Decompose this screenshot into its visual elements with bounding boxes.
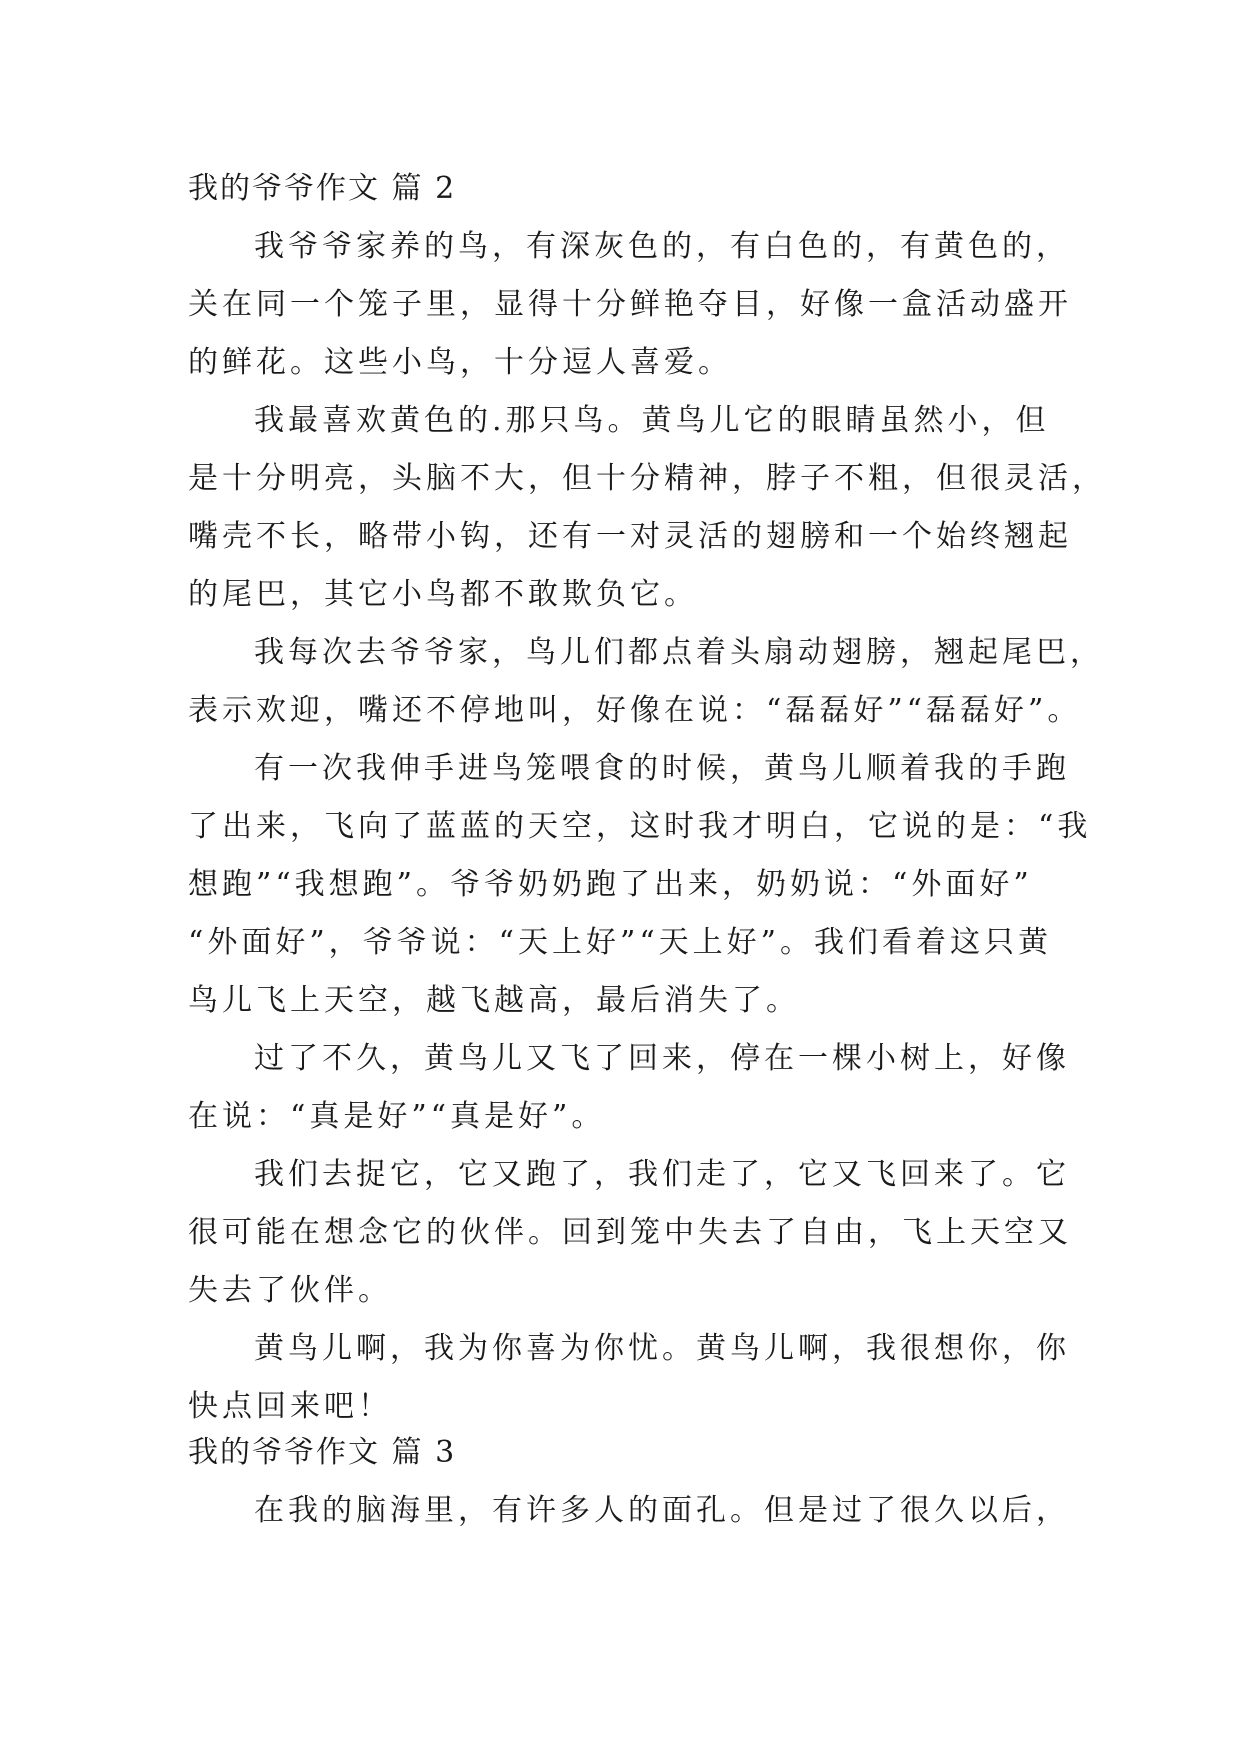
paragraph-line: 鸟儿飞上天空，越飞越高，最后消失了。 (188, 983, 800, 1018)
paragraph-line: 关在同一个笼子里，显得十分鲜艳夺目，好像一盒活动盛开 (188, 287, 1072, 322)
paragraph-line: 有一次我伸手进鸟笼喂食的时候，黄鸟儿顺着我的手跑 (254, 751, 1070, 786)
paragraph-line: 的鲜花。这些小鸟，十分逗人喜爱。 (188, 345, 732, 380)
paragraph-line: 我最喜欢黄色的.那只鸟。黄鸟儿它的眼睛虽然小，但 (254, 403, 1050, 438)
paragraph-line: 表示欢迎，嘴还不停地叫，好像在说：“磊磊好”“磊磊好”。 (188, 693, 1082, 728)
paragraph-line: 了出来，飞向了蓝蓝的天空，这时我才明白，它说的是：“我 (188, 809, 1092, 844)
paragraph-line: 嘴壳不长，略带小钩，还有一对灵活的翅膀和一个始终翘起 (188, 519, 1072, 554)
section-heading: 我的爷爷作文 篇 3 (188, 1435, 457, 1470)
paragraph-line: 很可能在想念它的伙伴。回到笼中失去了自由，飞上天空又 (188, 1215, 1072, 1250)
paragraph-line: 想跑”“我想跑”。爷爷奶奶跑了出来，奶奶说：“外面好” (188, 867, 1033, 902)
paragraph-line: 快点回来吧！ (188, 1389, 392, 1424)
section-heading: 我的爷爷作文 篇 2 (188, 171, 457, 206)
paragraph-line: 过了不久，黄鸟儿又飞了回来，停在一棵小树上，好像 (254, 1041, 1070, 1076)
paragraph-line: 的尾巴，其它小鸟都不敢欺负它。 (188, 577, 698, 612)
paragraph-line: 失去了伙伴。 (188, 1273, 392, 1308)
paragraph-line: 我爷爷家养的鸟，有深灰色的，有白色的，有黄色的， (254, 229, 1070, 264)
paragraph-line: 我们去捉它，它又跑了，我们走了，它又飞回来了。它 (254, 1157, 1070, 1192)
paragraph-line: 是十分明亮，头脑不大，但十分精神，脖子不粗，但很灵活， (188, 461, 1106, 496)
paragraph-line: 黄鸟儿啊，我为你喜为你忧。黄鸟儿啊，我很想你，你 (254, 1331, 1070, 1366)
paragraph-line: 我每次去爷爷家，鸟儿们都点着头扇动翅膀，翘起尾巴， (254, 635, 1104, 670)
document-body (188, 160, 1106, 1540)
paragraph-line: “外面好”，爷爷说：“天上好”“天上好”。我们看着这只黄 (188, 925, 1053, 960)
paragraph-line: 在说：“真是好”“真是好”。 (188, 1099, 606, 1134)
paragraph-line: 在我的脑海里，有许多人的面孔。但是过了很久以后， (254, 1493, 1070, 1528)
